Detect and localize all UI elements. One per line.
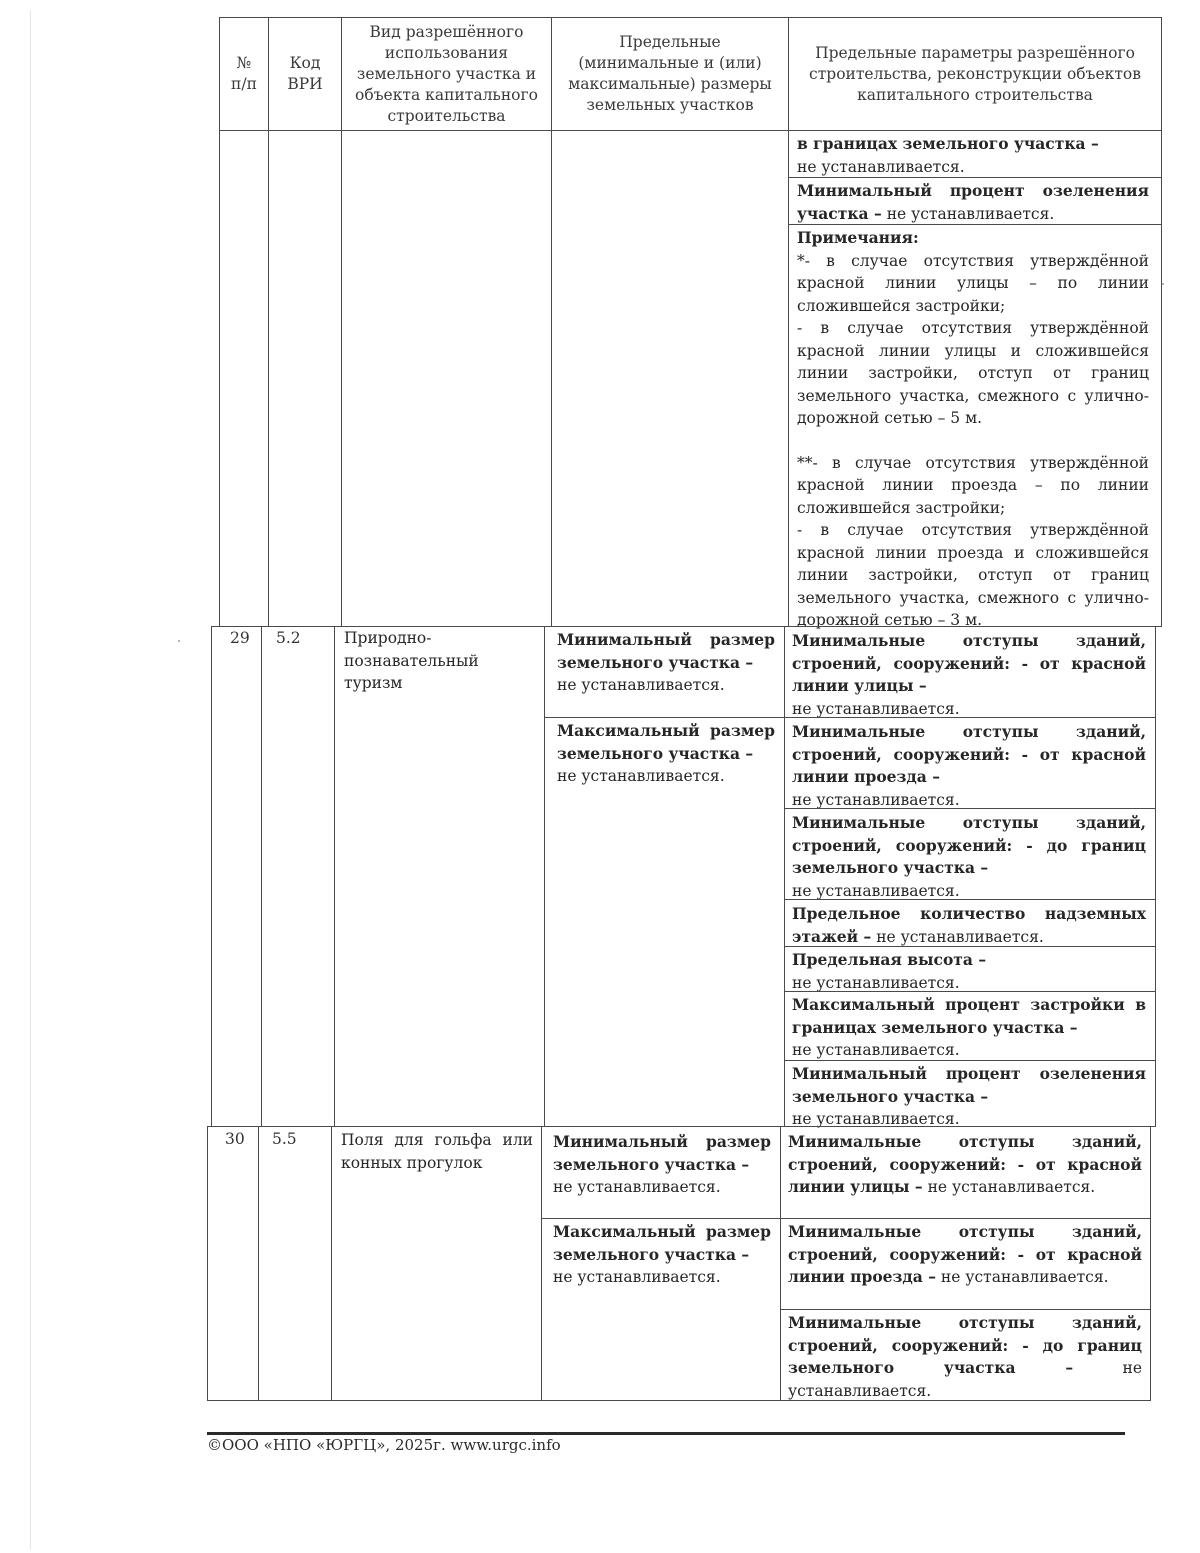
- header-col-use-type: Вид разрешённого использования земельного участка и объекта капитального строительства: [341, 17, 552, 131]
- header-col-parameters: Предельные параметры разрешённого строительства, реконструкции объектов капитального строительства: [788, 17, 1162, 131]
- footer-rule: [207, 1432, 1125, 1435]
- row30-param-2: Минимальные отступы зданий, строений, сооружений: - от красной линии проезда – не устанавливается.: [780, 1218, 1151, 1310]
- row30-code: 5.5: [258, 1126, 332, 1401]
- cont-notes: Примечания: *- в случае отсутствия утверждённой красной линии улицы – по линии сложившейся застройки; - в случае отсутствия утверждённой красной линии улицы и сложившейся линии застройки, отступ от границ земельного участка, смежного с улично-дорожной сетью – 5 м. **- в случае отсутствия утверждённой красной линии проезда – по линии сложившейся застройки; - в случае отсутствия утверждённой красной линии проезда и сложившейся линии застройки, отступ от границ земельного участка, смежного с улично-дорожной сетью – 3 м.: [788, 224, 1162, 627]
- scan-speck: [1162, 283, 1164, 285]
- row29-number: 29: [211, 626, 262, 1127]
- header-col-number: № п/п: [219, 17, 269, 131]
- cont-param-1: в границах земельного участка – не устанавливается.: [788, 130, 1162, 178]
- header-col-code: Код ВРИ: [268, 17, 342, 131]
- row30-size-min: Минимальный размер земельного участка – не устанавливается.: [541, 1126, 781, 1219]
- footer-copyright: ©ООО «НПО «ЮРГЦ», 2025г. www.urgc.info: [207, 1436, 561, 1454]
- row29-param-5: Предельная высота – не устанавливается.: [784, 946, 1156, 992]
- scan-speck: [178, 640, 180, 642]
- cont-cell-code: [268, 130, 342, 627]
- cont-param-2: Минимальный процент озеленения участка – не устанавливается.: [788, 177, 1162, 225]
- row30-param-1: Минимальные отступы зданий, строений, сооружений: - от красной линии улицы – не устанавливается.: [780, 1126, 1151, 1219]
- cont-cell-size: [551, 130, 789, 627]
- header-col-plot-size: Предельные (минимальные и (или) максимальные) размеры земельных участков: [551, 17, 789, 131]
- row30-use-type: Поля для гольфа или конных прогулок: [331, 1126, 542, 1401]
- row29-param-2: Минимальные отступы зданий, строений, сооружений: - от красной линии проезда – не устанавливается.: [784, 717, 1156, 809]
- row29-param-4: Предельное количество надземных этажей – не устанавливается.: [784, 899, 1156, 947]
- row29-param-1: Минимальные отступы зданий, строений, сооружений: - от красной линии улицы – не устанавливается.: [784, 626, 1156, 718]
- row30-param-3: Минимальные отступы зданий, строений, сооружений: - до границ земельного участка – не устанавливается.: [780, 1309, 1151, 1401]
- scan-edge: [30, 10, 31, 1550]
- row29-size-min: Минимальный размер земельного участка – не устанавливается.: [544, 626, 785, 718]
- row29-param-6: Максимальный процент застройки в границах земельного участка – не устанавливается.: [784, 991, 1156, 1061]
- row30-number: 30: [207, 1126, 259, 1401]
- row29-code: 5.2: [261, 626, 335, 1127]
- row29-param-3: Минимальные отступы зданий, строений, сооружений: - до границ земельного участка – не устанавливается.: [784, 808, 1156, 900]
- row29-param-7: Минимальный процент озеленения земельного участка – не устанавливается.: [784, 1060, 1156, 1127]
- row29-use-type: Природно-познавательный туризм: [334, 626, 545, 1127]
- cont-cell-number: [219, 130, 269, 627]
- row30-size-max: Максимальный размер земельного участка – не устанавливается.: [541, 1218, 781, 1401]
- row29-size-max: Максимальный размер земельного участка – не устанавливается.: [544, 717, 785, 1127]
- cont-cell-use: [341, 130, 552, 627]
